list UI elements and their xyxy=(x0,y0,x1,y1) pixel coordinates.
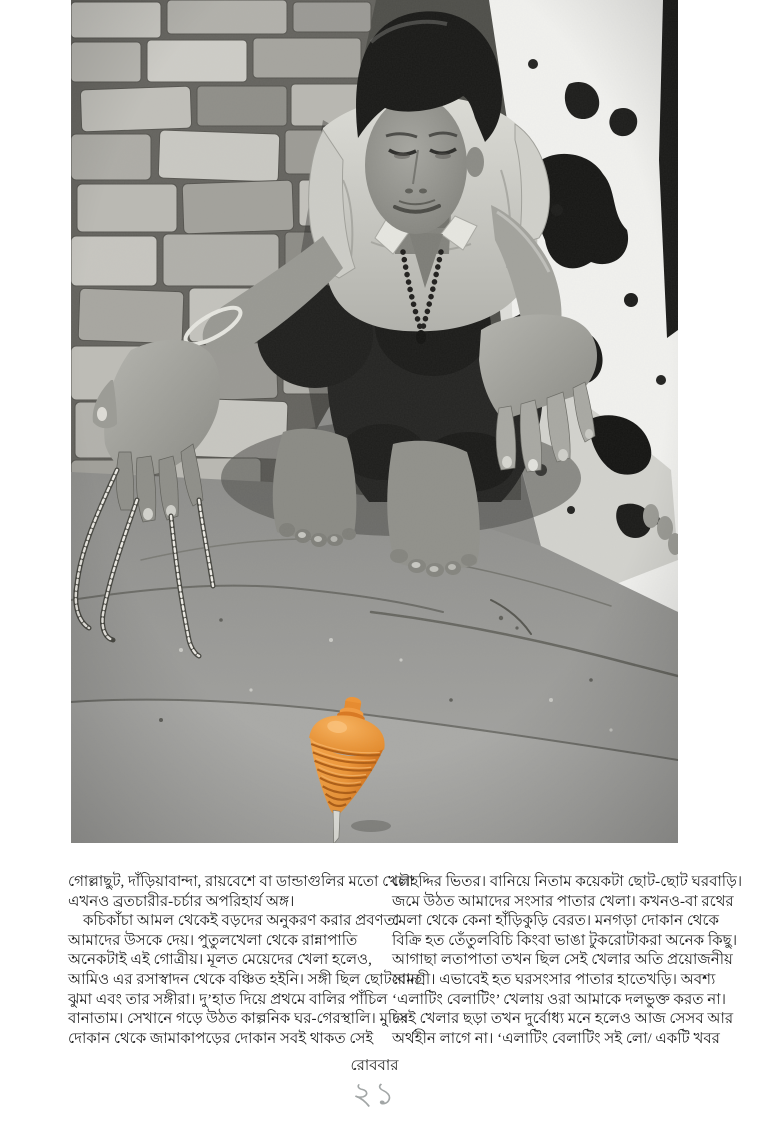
text-line: আগাছা লতাপাতা তখন ছিল সেই খেলার অতি প্রয়োজনীয় xyxy=(392,952,733,969)
text-line: এখনও ব্রতচারীর-চর্চার অপরিহার্য অঙ্গ। xyxy=(68,893,295,910)
publication-name: রোববার xyxy=(350,1058,399,1074)
text-line: গোল্লাছুট, দাঁড়িয়াবান্দা, রায়বেশে বা ডান্ডাগুলির মতো খেলা xyxy=(68,874,414,890)
text-line: বিক্রি হত তেঁতুলবিচি কিংবা ভাঙা টুকরোটাকরা অনেক কিছু। xyxy=(392,932,738,949)
article-column-left xyxy=(68,873,420,1049)
text-line: জমে উঠত আমাদের সংসার পাতার খেলা। কখনও-বা রথের xyxy=(392,893,734,910)
photo-boy-with-spinning-top xyxy=(71,0,678,843)
text-line: বানাতাম। সেখানে গড়ে উঠত কাল্পনিক ঘর-গেরস্থালি। মুদির xyxy=(68,1011,409,1028)
text-line: আমাদের উসকে দেয়। পুতুলখেলা থেকে রান্নাপাতি xyxy=(68,932,358,949)
article-column-right xyxy=(392,873,743,1049)
text-line: দোকান থেকে জামাকাপড়ের দোকান সবই থাকত সেই xyxy=(68,1030,374,1047)
text-line: অর্থহীন লাগে না। ‘এলাটিং বেলাটিং সই লো/ একটি খবর xyxy=(392,1030,720,1047)
text-line: অনেকটাই এই গোত্রীয়। মূলত মেয়েদের খেলা হলেও, xyxy=(68,952,372,969)
page-number: ২১ xyxy=(352,1076,397,1111)
text-line: কচিকাঁচা আমল থেকেই বড়দের অনুকরণ করার প্রবণতা xyxy=(68,913,400,930)
text-line: সামগ্রী। এভাবেই হত ঘরসংসার পাতার হাতেখড়ি। অবশ্য xyxy=(392,971,716,988)
text-line: ঝুমা এবং তার সঙ্গীরা। দু’হাত দিয়ে প্রথমে বালির পাঁচিল xyxy=(68,991,388,1008)
text-line: মেলা থেকে কেনা হাঁড়িকুড়ি বেরত। মনগড়া দোকান থেকে xyxy=(392,913,720,930)
vignette xyxy=(71,0,678,843)
text-line: ‘এলাটিং বেলাটিং’ খেলায় ওরা আমাকে দলভুক্ত করত না। xyxy=(392,991,726,1008)
text-line: চৌহদ্দির ভিতর। বানিয়ে নিতাম কয়েকটা ছোট-ছোট ঘরবাড়ি। xyxy=(392,874,743,890)
article-body xyxy=(68,873,743,1049)
text-line: আমিও এর রসাস্বাদন থেকে বঞ্চিত হইনি। সঙ্গী ছিল ছোটবোন xyxy=(68,971,420,988)
text-line: সেই খেলার ছড়া তখন দুর্বোধ্য মনে হলেও আজ সেসব আর xyxy=(392,1011,734,1028)
